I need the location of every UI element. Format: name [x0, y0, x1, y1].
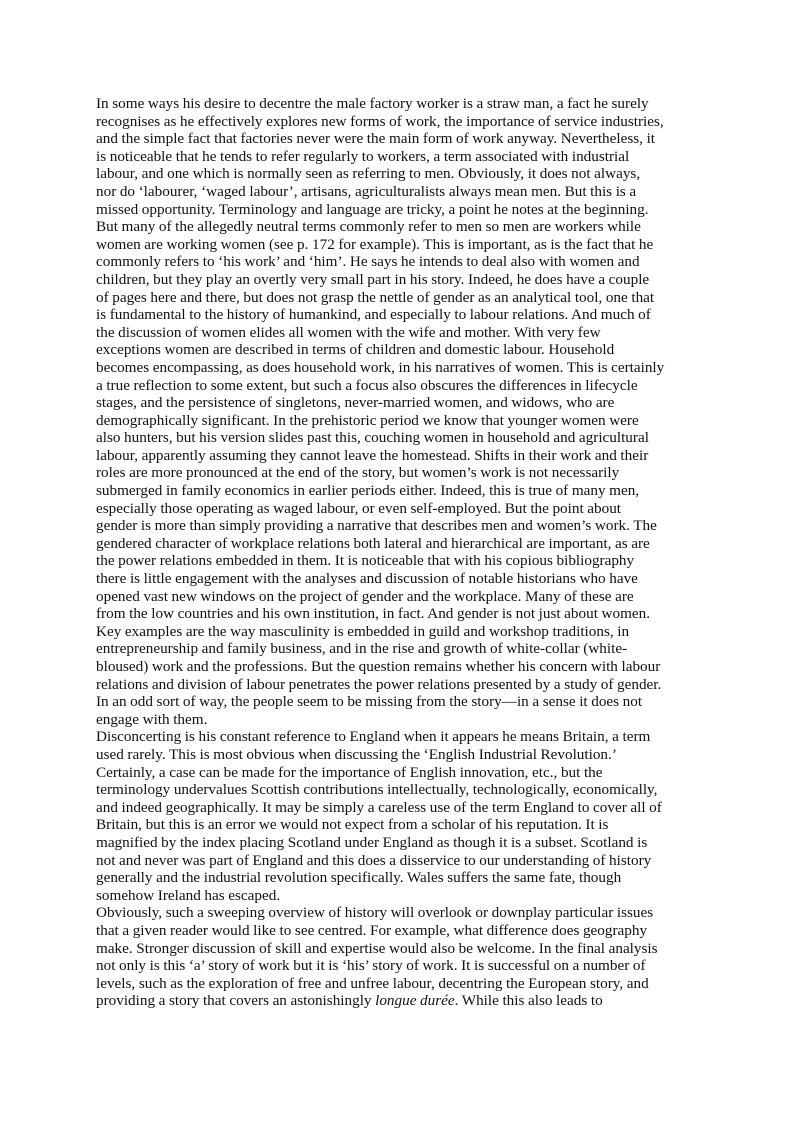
paragraph-conclusion [96, 904, 706, 1010]
conclusion-text-end: . While this also leads to [454, 992, 603, 1010]
conclusion-italic-phrase: longue durée [375, 992, 455, 1010]
conclusion-text-start: Obviously, such a sweeping overview of history will overlook or downplay particular issues that a given reader would like to see centred. For example, what difference does geography make. Stronger discussion of skill and expertise would also be welcome. In the final analysis not only is this ‘a’ story of work but it is ‘his’ story of work. It is successful on a number of levels, such as the exploration of free and unfree labour, decentring the European story, and providing a story that covers an astonishingly [96, 904, 658, 1010]
paragraph-gender: In some ways his desire to decentre the male factory worker is a straw man, a fact he surely recognises as he effectively explores new forms of work, the importance of service industries, and the simple fact that factories never were the main form of work anyway. Nevertheless, it is noticeable that he tends to refer regularly to workers, a term associated with industrial labour, and one which is normally seen as referring to men. Obviously, it does not always, nor do ‘labourer, ‘waged labour’, artisans, agriculturalists always mean men. But this is a missed opportunity. Terminology and language are tricky, a point he notes at the beginning. But many of the allegedly neutral terms commonly refer to men so men are workers while women are working women (see p. 172 for example). This is important, as is the fact that he commonly refers to ‘his work’ and ‘him’. He says he intends to deal also with women and children, but they play an overtly very small part in his story. Indeed, he does have a couple of pages here and there, but does not grasp the nettle of gender as an analytical tool, one that is fundamental to the history of humankind, and especially to labour relations. And much of the discussion of women elides all women with the wife and mother. With very few exceptions women are described in terms of children and domestic labour. Household becomes encompassing, as does household work, in his narratives of women. This is certainly a true reflection to some extent, but such a focus also obscures the differences in lifecycle stages, and the persistence of singletons, never-married women, and widows, who are demographically significant. In the prehistoric period we know that younger women were also hunters, but his version slides past this, couching women in household and agricultural labour, apparently assuming they cannot leave the homestead. Shifts in their work and their roles are more pronounced at the end of the story, but women’s work is not necessarily submerged in family economics in earlier periods either. Indeed, this is true of many men, especially those operating as waged labour, or even self-employed. But the point about gender is more than simply providing a narrative that describes men and women’s work. The gendered character of workplace relations both lateral and hierarchical are important, as are the power relations embedded in them. It is noticeable that with his copious bibliography there is little engagement with the analyses and discussion of notable historians who have opened vast new windows on the project of gender and the workplace. Many of these are from the low countries and his own institution, in fact. And gender is not just about women. Key examples are the way masculinity is embedded in guild and workshop traditions, in entrepreneurship and family business, and in the rise and growth of white-collar (white- bloused) work and the professions. But the question remains whether his concern with labour relations and division of labour penetrates the power relations presented by a study of gender. In an odd sort of way, the people seem to be missing from the story—in a sense it does not engage with them. [96, 95, 665, 728]
paragraph-england-britain: Disconcerting is his constant reference to England when it appears he means Britain, a term used rarely. This is most obvious when discussing the ‘English Industrial Revolution.’ Certainly, a case can be made for the importance of English innovation, etc., but the terminology undervalues Scottish contributions intellectually, technologically, economically, and indeed geographically. It may be simply a careless use of the term England to cover all of Britain, but this is an error we would not expect from a scholar of his reputation. It is magnified by the index placing Scotland under England as though it is a subset. Scotland is not and never was part of England and this does a disservice to our understanding of history generally and the industrial revolution specifically. Wales suffers the same fate, though somehow Ireland has escaped. [96, 728, 662, 904]
document-page [96, 95, 706, 1010]
